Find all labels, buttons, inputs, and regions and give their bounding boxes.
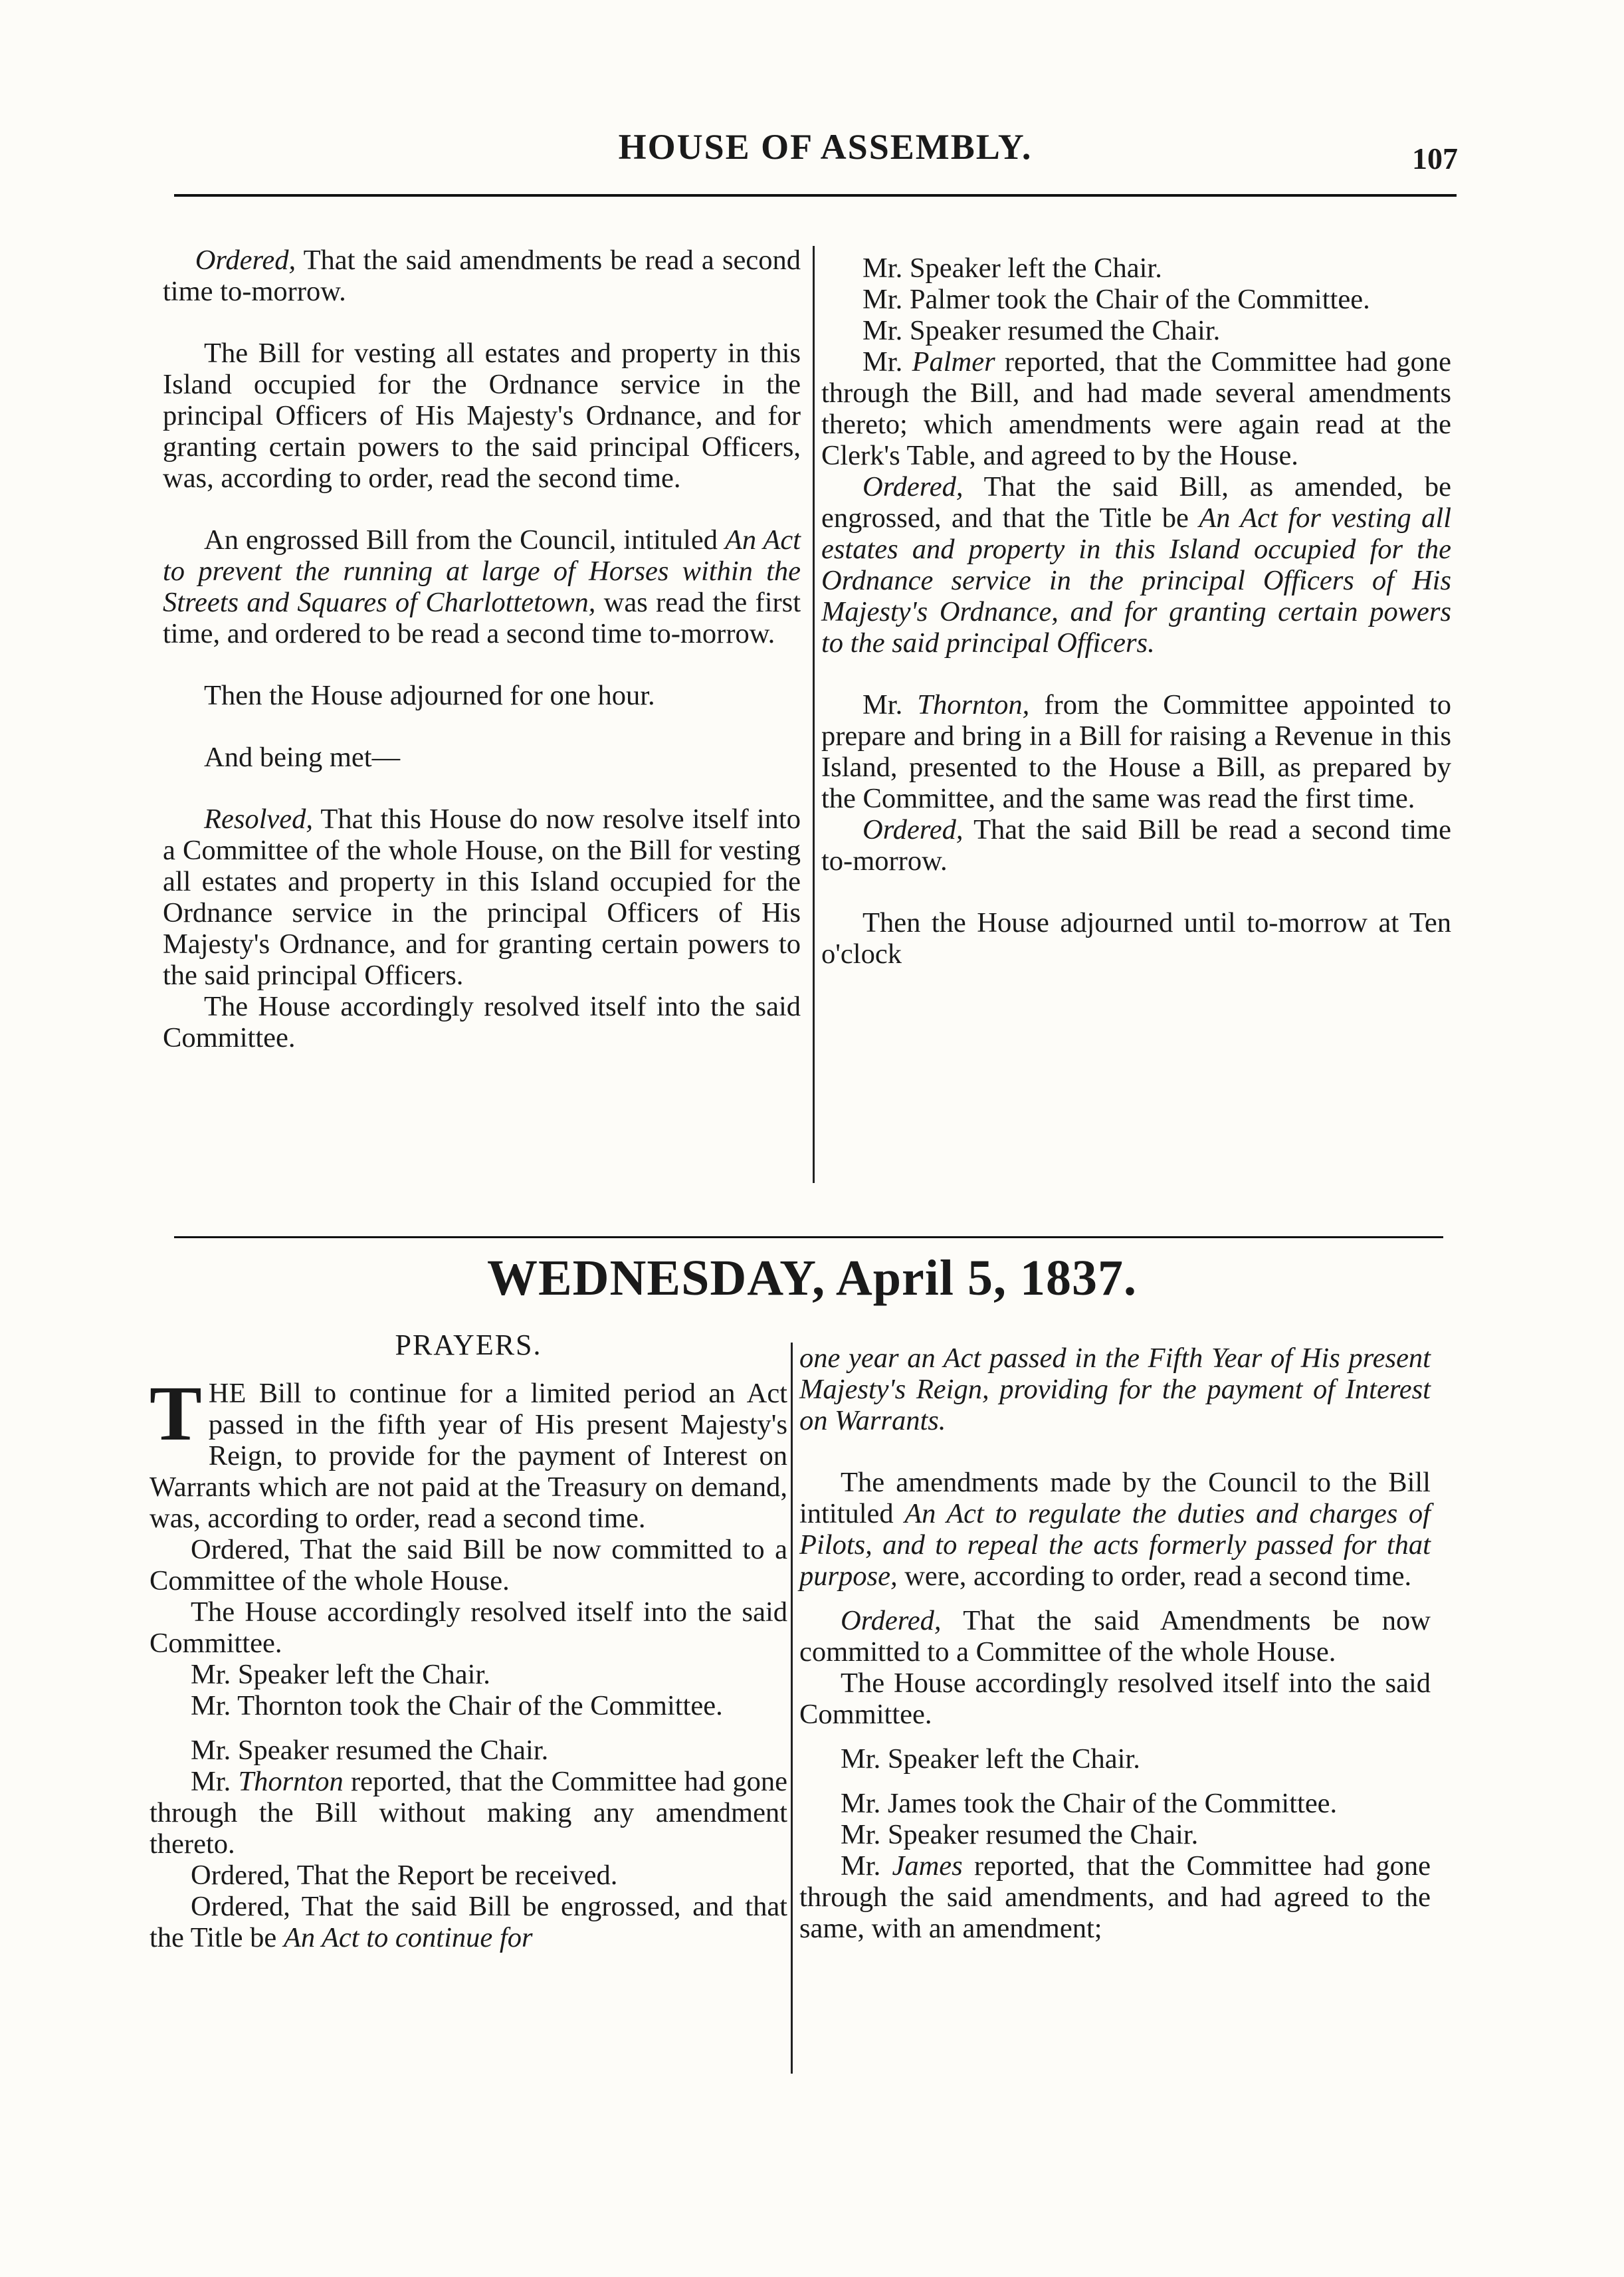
drop-cap: T [150,1370,202,1457]
top-left-column [163,245,801,1053]
paragraph: Then the House adjourned until to-morrow at Ten o'clock [821,907,1451,970]
paragraph: The House accordingly resolved itself into the said Committee. [799,1668,1431,1730]
paragraph: Ordered, That the said Bill be now committed to a Committee of the whole House. [150,1534,787,1596]
paragraph: Mr. James reported, that the Committee had gone through the said amendments, and had agreed to the same, with an amendment; [799,1850,1431,1944]
paragraph: one year an Act passed in the Fifth Year of His present Majesty's Reign, providing for the payment of Interest on Warrants. [799,1343,1431,1436]
paragraph: The House accordingly resolved itself into the said Committee. [150,1596,787,1659]
paragraph: Mr. Speaker left the Chair. [191,1659,490,1690]
paragraph: The amendments made by the Council to the Bill intituled An Act to regulate the duties and charges of Pilots, and to repeal the acts formerly passed for that purpose, were, according to order, read a second time. [799,1467,1431,1592]
paragraph: Mr. Thornton, from the Committee appointed to prepare and bring in a Bill for raising a Revenue in this Island, presented to the House a Bill, as prepared by the Committee, and the same was read the first time. [821,689,1451,814]
column-divider [813,246,815,1183]
paragraph: Mr. Thornton reported, that the Committee had gone through the Bill without making any amendment thereto. [150,1766,787,1860]
paragraph: Mr. Speaker left the Chair. [863,253,1162,284]
bottom-right-column [799,1343,1431,1944]
paragraph: THE Bill to continue for a limited period an Act passed in the fifth year of His present Majesty's Reign, to provide for the payment of Interest on Warrants which are not paid at the Treasury on demand, was, according to order, read a second time. [150,1370,787,1534]
running-header [0,126,1624,186]
paragraph: Ordered, That the said Bill be read a second time to-morrow. [821,814,1451,877]
paragraph: Mr. Speaker resumed the Chair. [841,1819,1199,1850]
paragraph: The Bill for vesting all estates and property in this Island occupied for the Ordnance service in the principal Officers of His Majesty's Ordnance, and for granting certain powers to the said principal Officers, was, according to order, read the second time. [163,338,801,494]
paragraph: Ordered, That the Report be received. [191,1860,618,1891]
header-rule [174,194,1457,197]
paragraph: Resolved, That this House do now resolve itself into a Committee of the whole House, on the Bill for vesting all estates and property in this Island occupied for the Ordnance service in the principal Officers of His Majesty's Ordnance, and for granting certain powers to the said principal Officers. [163,804,801,991]
paragraph: Mr. Thornton took the Chair of the Committee. [191,1690,723,1721]
date-heading: WEDNESDAY, April 5, 1837. [486,1250,1138,1306]
paragraph: An engrossed Bill from the Council, intituled An Act to prevent the running at large of Horses within the Streets and Squares of Charlottetown, was read the first time, and ordered to be read a second time to-morrow. [163,524,801,649]
paragraph: Ordered, That the said Amendments be now committed to a Committee of the whole House. [799,1605,1431,1668]
paragraph: The House accordingly resolved itself into the said Committee. [163,991,801,1053]
section-rule [174,1236,1443,1238]
top-right-column [821,253,1451,970]
page-number: 107 [1412,142,1458,175]
paragraph: Mr. Speaker resumed the Chair. [863,315,1221,346]
paragraph: Mr. Palmer reported, that the Committee had gone through the Bill, and had made several amendments thereto; which amendments were again read at the Clerk's Table, and agreed to by the House. [821,346,1451,471]
paragraph: Mr. James took the Chair of the Committee. [841,1788,1338,1819]
paragraph: Ordered, That the said Bill be engrossed, and that the Title be An Act to continue for [150,1891,787,1953]
paragraph: Then the House adjourned for one hour. [204,680,655,711]
column-divider [791,1343,793,2074]
prayers-heading: PRAYERS. [395,1329,542,1361]
paragraph: Mr. Speaker resumed the Chair. [191,1735,549,1766]
paragraph: And being met— [204,742,401,773]
paragraph: Ordered, That the said Bill, as amended, be engrossed, and that the Title be An Act for vesting all estates and property in this Island occupied for the Ordnance service in the principal Officers of His Majesty's Ordnance, and for granting certain powers to the said principal Officers. [821,471,1451,659]
paragraph: Mr. Speaker left the Chair. [841,1743,1140,1775]
paragraph: Ordered, That the said amendments be read a second time to-morrow. [163,245,801,307]
page-header-title: HOUSE OF ASSEMBLY. [618,127,1033,167]
paragraph: Mr. Palmer took the Chair of the Committee. [863,284,1370,315]
bottom-left-column [150,1329,787,1953]
